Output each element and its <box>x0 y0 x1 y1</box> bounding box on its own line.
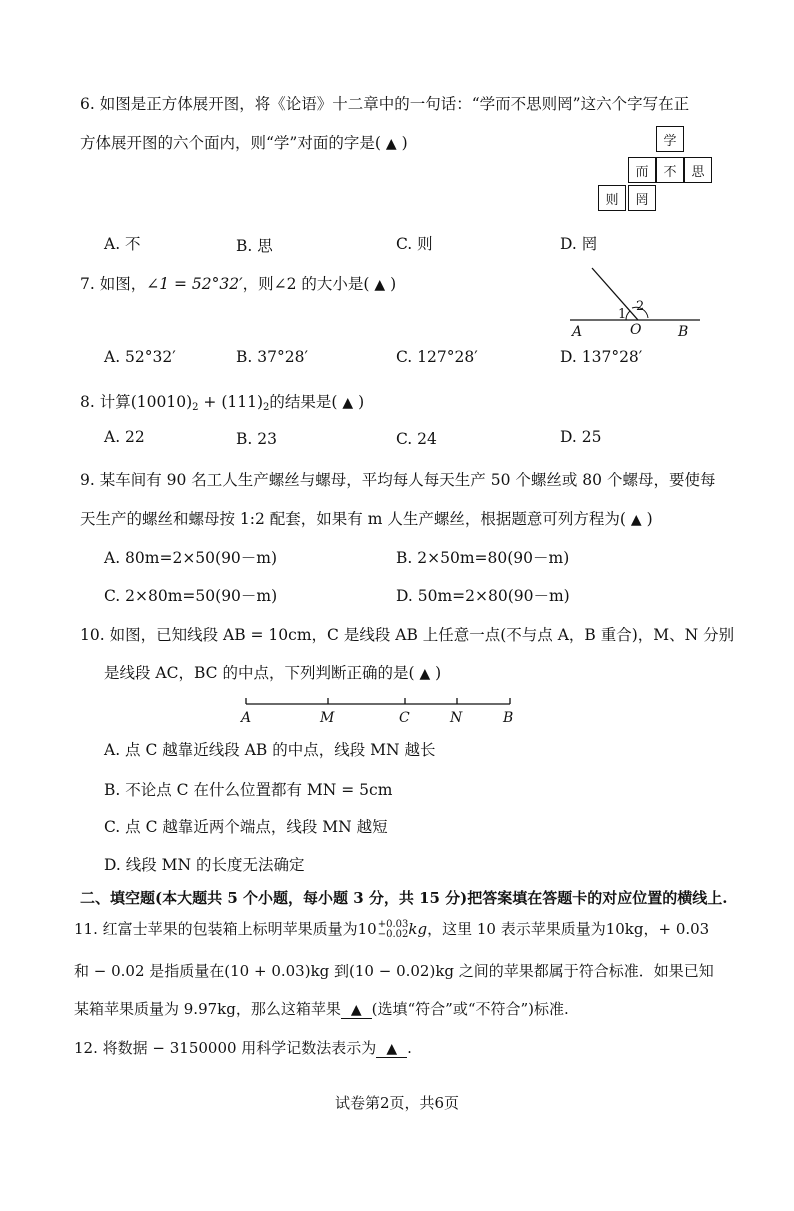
section2-heading: 二、填空题(本大题共 5 个小题，每小题 3 分，共 15 分)把答案填在答题卡的对应位置的横线上. <box>80 889 728 907</box>
label-c: C <box>399 710 410 726</box>
net-cell-ze: 则 <box>598 185 626 211</box>
q11-line2: 和 − 0.02 是指质量在(10 + 0.03)kg 到(10 − 0.02)kg 之间的苹果都属于符合标准．如果已知 <box>74 962 714 980</box>
q11-text-d: ，+ 0.03 <box>643 920 710 938</box>
q7-prefix: 7. 如图， <box>80 275 147 293</box>
q8-base1: 2 <box>192 402 199 413</box>
q7-option-d: D. 137°28′ <box>560 348 643 366</box>
q8-stem <box>80 390 364 412</box>
q6-option-c: C. 则 <box>396 235 433 253</box>
q10-option-c: C. 点 C 越靠近两个端点，线段 MN 越短 <box>104 818 388 836</box>
answer-triangle: ▲ <box>374 277 386 293</box>
q7-middle: ，则∠2 的大小是( <box>242 275 370 293</box>
q11-text-b: ，这里 10 表示苹果质量为 <box>427 920 606 938</box>
answer-triangle: ▲ <box>630 512 642 528</box>
net-cell-er: 而 <box>628 157 656 183</box>
q8-option-b: B. 23 <box>236 430 277 448</box>
q8-option-c: C. 24 <box>396 430 437 448</box>
label-b: B <box>678 324 689 340</box>
q7-option-b: B. 37°28′ <box>236 348 308 366</box>
q10-option-a: A. 点 C 越靠近线段 AB 的中点，线段 MN 越长 <box>104 741 436 759</box>
q6-close: ) <box>401 134 408 152</box>
q8-prefix: 8. 计算 <box>80 393 131 411</box>
q8-expr1: (10010) <box>130 393 193 411</box>
q10-option-d: D. 线段 MN 的长度无法确定 <box>104 856 305 874</box>
answer-blank: ▲ <box>376 1041 407 1058</box>
q6-option-a: A. 不 <box>104 235 141 253</box>
q10-segment-figure <box>236 690 526 730</box>
q11-text-c: 10kg <box>605 920 644 938</box>
q9-stem: 天生产的螺丝和螺母按 1:2 配套，如果有 m 人生产螺丝，根据题意可列方程为( <box>80 510 626 528</box>
q7-stem <box>80 272 396 294</box>
net-cell-si: 思 <box>684 157 712 183</box>
q12-end: . <box>407 1039 412 1057</box>
net-cell-wang: 罔 <box>628 185 656 211</box>
q9-option-a: A. 80m=2×50(90－m) <box>104 549 278 567</box>
answer-triangle: ▲ <box>419 666 431 682</box>
q7-angle1: ∠1 = 52°32′ <box>146 275 243 293</box>
q8-option-a: A. 22 <box>104 428 145 446</box>
net-cell-bu: 不 <box>656 157 684 183</box>
q11-text-f: (选填“符合”或“不符合”)标准. <box>371 1000 569 1018</box>
q11-upper: +0.03 <box>377 919 409 930</box>
q11-unit: kg <box>408 920 428 938</box>
q6-option-d: D. 罔 <box>560 235 598 253</box>
q11-base: 10 <box>357 920 377 938</box>
q8-close: ) <box>358 393 365 411</box>
q12-line <box>74 1037 412 1058</box>
q7-close: ) <box>390 275 397 293</box>
q8-option-d: D. 25 <box>560 428 602 446</box>
q6-option-b: B. 思 <box>236 237 273 255</box>
q6-stem: 方体展开图的六个面内，则“学”对面的字是( <box>80 134 381 152</box>
q7-option-c: C. 127°28′ <box>396 348 478 366</box>
q9-line2 <box>80 507 653 529</box>
q6-line2 <box>80 131 408 153</box>
q11-text-e: 某箱苹果质量为 9.97kg，那么这箱苹果 <box>74 1000 341 1018</box>
label-1: 1 <box>618 307 627 322</box>
q10-option-b: B. 不论点 C 在什么位置都有 MN = 5cm <box>104 781 393 799</box>
q9-close: ) <box>646 510 653 528</box>
q9-option-b: B. 2×50m=80(90－m) <box>396 549 570 567</box>
q11-lower: −0.02 <box>377 929 409 940</box>
q7-angle-figure <box>560 260 710 340</box>
q9-line1: 9. 某车间有 90 名工人生产螺丝与螺母，平均每人每天生产 50 个螺丝或 80 个螺母，要使每 <box>80 471 716 489</box>
q10-line2 <box>104 661 441 683</box>
arc-1 <box>626 311 630 320</box>
label-2: 2 <box>636 299 645 314</box>
q10-close: ) <box>435 664 442 682</box>
label-a: A <box>241 710 252 726</box>
q10-line1: 10. 如图，已知线段 AB = 10cm，C 是线段 AB 上任意一点(不与点 A，B 重合)，M、N 分别 <box>80 626 735 644</box>
q7-option-a: A. 52°32′ <box>104 348 176 366</box>
answer-blank: ▲ <box>341 1002 372 1019</box>
q8-base2: 2 <box>263 402 270 413</box>
label-n: N <box>450 710 463 726</box>
q8-expr2: (111) <box>221 393 264 411</box>
q11-line1 <box>74 918 709 940</box>
q12-text: 12. 将数据 − 3150000 用科学记数法表示为 <box>74 1039 377 1057</box>
q10-stem: 是线段 AC，BC 的中点，下列判断正确的是( <box>104 664 415 682</box>
ray-o <box>592 268 638 320</box>
label-o: O <box>630 322 642 338</box>
label-b: B <box>503 710 514 726</box>
label-a: A <box>572 324 583 340</box>
answer-triangle: ▲ <box>342 395 354 411</box>
q11-text-a: 11. 红富士苹果的包装箱上标明苹果质量为 <box>74 920 358 938</box>
answer-triangle: ▲ <box>385 136 397 152</box>
page-footer: 试卷第2页，共6页 <box>334 1094 460 1112</box>
q9-option-d: D. 50m=2×80(90－m) <box>396 587 570 605</box>
q8-suffix: 的结果是( <box>269 393 338 411</box>
q11-line3 <box>74 998 569 1019</box>
label-m: M <box>320 710 335 726</box>
q6-line1: 6. 如图是正方体展开图，将《论语》十二章中的一句话：“学而不思则罔”这六个字写在正 <box>80 95 690 113</box>
q9-option-c: C. 2×80m=50(90－m) <box>104 587 278 605</box>
net-cell-xue: 学 <box>656 126 684 152</box>
q8-plus: + <box>198 393 222 411</box>
